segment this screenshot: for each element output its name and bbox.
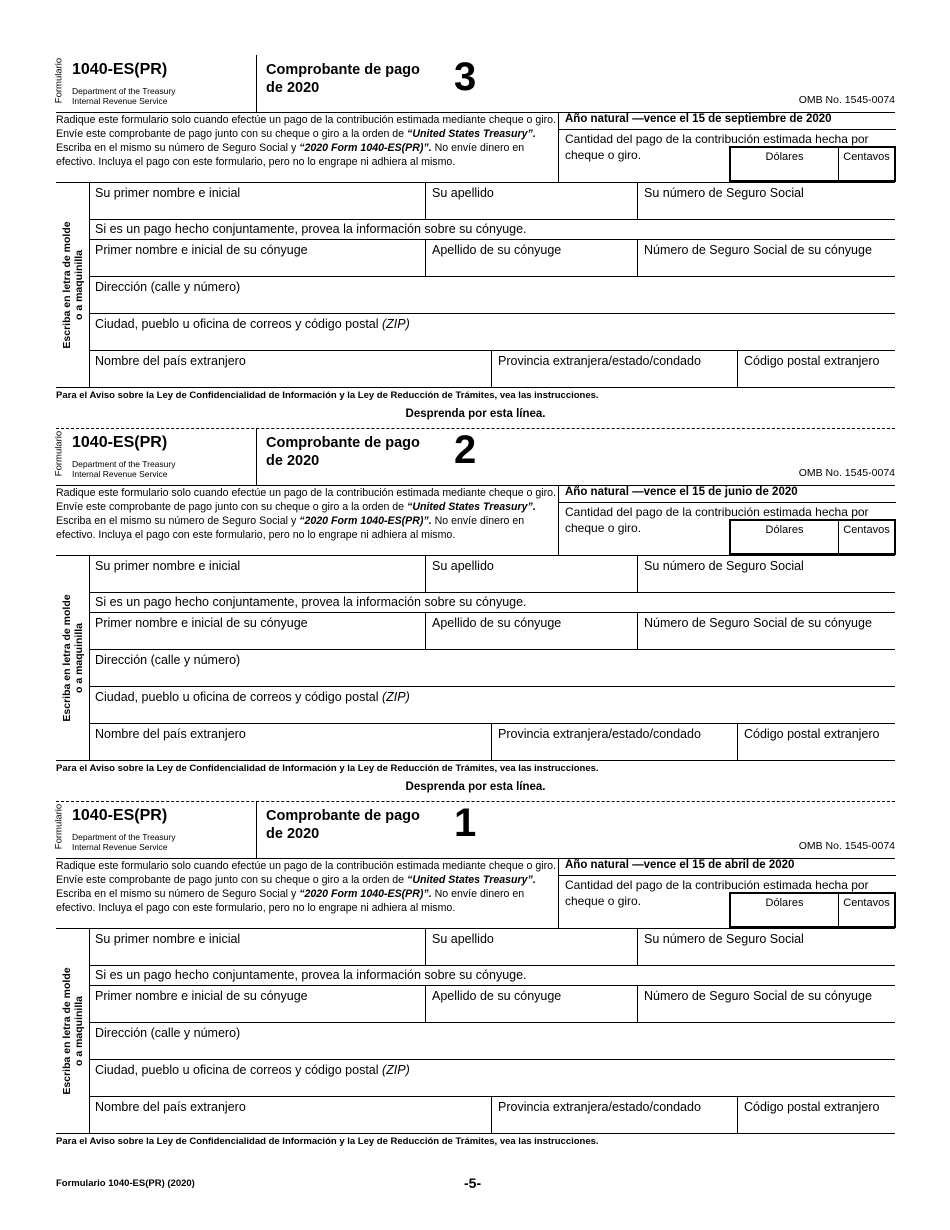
foreign-country-field[interactable]: Nombre del país extranjero [95, 1100, 246, 1114]
department: Department of the Treasury Internal Revenue Service [72, 86, 176, 106]
due-date: Año natural —vence el 15 de septiembre de 2020 [565, 113, 832, 125]
omb-number: OMB No. 1545-0074 [798, 467, 895, 479]
taxpayer-info [56, 928, 895, 1135]
tear-line-label: Desprenda por esta línea. [405, 781, 546, 793]
form-name: 1040-ES(PR) [72, 61, 168, 78]
voucher-title: Comprobante de pago de 2020 [266, 62, 420, 96]
form-label: Formulario [53, 803, 65, 850]
ssn-field[interactable]: Su número de Seguro Social [637, 183, 895, 219]
ssn-field[interactable]: Su número de Seguro Social [637, 929, 895, 965]
dollars-field[interactable]: Dólares [729, 892, 839, 928]
foreign-country-field[interactable]: Nombre del país extranjero [95, 727, 246, 741]
print-or-type-label: Escriba en letra de molde o a maquinilla [61, 967, 85, 1095]
due-date: Año natural —vence el 15 de junio de 2020 [565, 486, 798, 498]
cents-field[interactable]: Centavos [839, 519, 896, 555]
voucher-instructions: Radique este formulario solo cuando efectúe un pago de la contribución estimada mediante cheque o giro. Envíe este comprobante de pago junto con su cheque o giro a la orden de “United States Treasury”. Escriba en el mismo su número de Seguro Social y “2020 Form 1040-ES(PR)”. No envíe dinero en efectivo. Incluya el pago con este formulario, pero no lo engrape ni adhiera al mismo. [56, 114, 556, 168]
last-name-field[interactable]: Su apellido [425, 556, 637, 592]
joint-payment-note: Si es un pago hecho conjuntamente, provea la información sobre su cónyuge. [95, 595, 527, 609]
city-zip-field[interactable]: Ciudad, pueblo u oficina de correos y código postal (ZIP) [95, 1063, 410, 1077]
voucher-instructions: Radique este formulario solo cuando efectúe un pago de la contribución estimada mediante cheque o giro. Envíe este comprobante de pago junto con su cheque o giro a la orden de “United States Treasury”. Escriba en el mismo su número de Seguro Social y “2020 Form 1040-ES(PR)”. No envíe dinero en efectivo. Incluya el pago con este formulario, pero no lo engrape ni adhiera al mismo. [56, 487, 556, 541]
cents-field[interactable]: Centavos [839, 892, 896, 928]
first-name-field[interactable]: Su primer nombre e inicial [95, 186, 241, 200]
city-zip-field[interactable]: Ciudad, pueblo u oficina de correos y código postal (ZIP) [95, 690, 410, 704]
tear-line-label: Desprenda por esta línea. [405, 408, 546, 420]
amount-label: Cantidad del pago de la contribución estimada hecha por cheque o giro. [565, 505, 869, 535]
last-name-field[interactable]: Su apellido [425, 183, 637, 219]
payment-amount-box [558, 485, 896, 555]
spouse-ssn-field[interactable]: Número de Seguro Social de su cónyuge [637, 986, 895, 1022]
footer-form-reference: Formulario 1040-ES(PR) (2020) [56, 1178, 195, 1189]
omb-number: OMB No. 1545-0074 [798, 94, 895, 106]
foreign-country-field[interactable]: Nombre del país extranjero [95, 354, 246, 368]
dollars-field[interactable]: Dólares [729, 146, 839, 182]
voucher-header [53, 55, 895, 113]
spouse-first-name-field[interactable]: Primer nombre e inicial de su cónyuge [95, 616, 308, 630]
voucher-instructions: Radique este formulario solo cuando efectúe un pago de la contribución estimada mediante cheque o giro. Envíe este comprobante de pago junto con su cheque o giro a la orden de “United States Treasury”. Escriba en el mismo su número de Seguro Social y “2020 Form 1040-ES(PR)”. No envíe dinero en efectivo. Incluya el pago con este formulario, pero no lo engrape ni adhiera al mismo. [56, 860, 556, 914]
tear-line [56, 801, 895, 802]
first-name-field[interactable]: Su primer nombre e inicial [95, 559, 241, 573]
voucher-header [53, 801, 895, 859]
spouse-first-name-field[interactable]: Primer nombre e inicial de su cónyuge [95, 989, 308, 1003]
form-label: Formulario [53, 57, 65, 104]
foreign-postal-code-field[interactable]: Código postal extranjero [737, 351, 895, 387]
address-field[interactable]: Dirección (calle y número) [95, 653, 241, 667]
page-number: -5- [464, 1175, 482, 1191]
amount-label: Cantidad del pago de la contribución estimada hecha por cheque o giro. [565, 132, 869, 162]
payment-amount-box [558, 858, 896, 928]
foreign-province-field[interactable]: Provincia extranjera/estado/condado [491, 351, 737, 387]
first-name-field[interactable]: Su primer nombre e inicial [95, 932, 241, 946]
foreign-postal-code-field[interactable]: Código postal extranjero [737, 724, 895, 760]
payment-voucher [53, 428, 895, 793]
spouse-ssn-field[interactable]: Número de Seguro Social de su cónyuge [637, 240, 895, 276]
voucher-title: Comprobante de pago de 2020 [266, 808, 420, 842]
voucher-title: Comprobante de pago de 2020 [266, 435, 420, 469]
department: Department of the Treasury Internal Revenue Service [72, 832, 176, 852]
spouse-last-name-field[interactable]: Apellido de su cónyuge [425, 986, 637, 1022]
privacy-act-notice: Para el Aviso sobre la Ley de Confidencialidad de Información y la Ley de Reducción de Trámites, vea las instrucciones. [56, 763, 599, 774]
tear-line [56, 428, 895, 429]
privacy-act-notice: Para el Aviso sobre la Ley de Confidencialidad de Información y la Ley de Reducción de Trámites, vea las instrucciones. [56, 390, 599, 401]
taxpayer-info [56, 182, 895, 389]
address-field[interactable]: Dirección (calle y número) [95, 1026, 241, 1040]
dollars-field[interactable]: Dólares [729, 519, 839, 555]
form-name: 1040-ES(PR) [72, 807, 168, 824]
foreign-province-field[interactable]: Provincia extranjera/estado/condado [491, 1097, 737, 1133]
amount-label: Cantidad del pago de la contribución estimada hecha por cheque o giro. [565, 878, 869, 908]
last-name-field[interactable]: Su apellido [425, 929, 637, 965]
cents-field[interactable]: Centavos [839, 146, 896, 182]
taxpayer-info [56, 555, 895, 762]
city-zip-field[interactable]: Ciudad, pueblo u oficina de correos y código postal (ZIP) [95, 317, 410, 331]
voucher-number: 2 [454, 428, 477, 472]
foreign-postal-code-field[interactable]: Código postal extranjero [737, 1097, 895, 1133]
department: Department of the Treasury Internal Revenue Service [72, 459, 176, 479]
spouse-last-name-field[interactable]: Apellido de su cónyuge [425, 240, 637, 276]
voucher-number: 1 [454, 801, 477, 845]
form-name: 1040-ES(PR) [72, 434, 168, 451]
spouse-ssn-field[interactable]: Número de Seguro Social de su cónyuge [637, 613, 895, 649]
due-date: Año natural —vence el 15 de abril de 2020 [565, 859, 795, 871]
privacy-act-notice: Para el Aviso sobre la Ley de Confidencialidad de Información y la Ley de Reducción de Trámites, vea las instrucciones. [56, 1136, 599, 1147]
voucher-header [53, 428, 895, 486]
joint-payment-note: Si es un pago hecho conjuntamente, provea la información sobre su cónyuge. [95, 222, 527, 236]
voucher-number: 3 [454, 55, 477, 99]
form-label: Formulario [53, 430, 65, 477]
ssn-field[interactable]: Su número de Seguro Social [637, 556, 895, 592]
payment-amount-box [558, 112, 896, 182]
print-or-type-label: Escriba en letra de molde o a maquinilla [61, 594, 85, 722]
payment-voucher [53, 801, 895, 1156]
address-field[interactable]: Dirección (calle y número) [95, 280, 241, 294]
foreign-province-field[interactable]: Provincia extranjera/estado/condado [491, 724, 737, 760]
omb-number: OMB No. 1545-0074 [798, 840, 895, 852]
payment-voucher [53, 55, 895, 420]
print-or-type-label: Escriba en letra de molde o a maquinilla [61, 221, 85, 349]
spouse-last-name-field[interactable]: Apellido de su cónyuge [425, 613, 637, 649]
spouse-first-name-field[interactable]: Primer nombre e inicial de su cónyuge [95, 243, 308, 257]
joint-payment-note: Si es un pago hecho conjuntamente, provea la información sobre su cónyuge. [95, 968, 527, 982]
